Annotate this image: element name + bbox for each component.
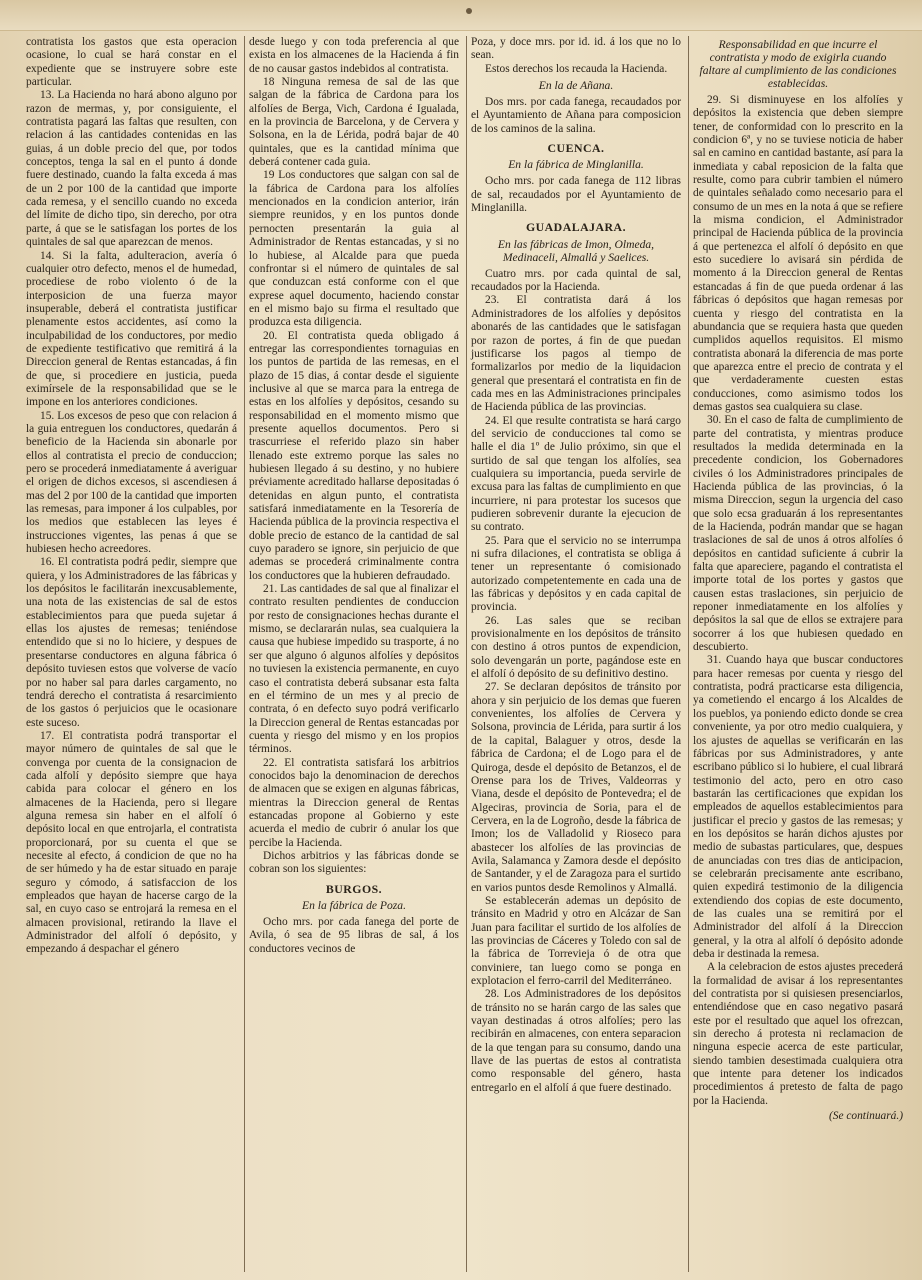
article-paragraph: 17. El contratista podrá transportar el mayor número de quintales de sal que le convenga por cuenta de la consignacion de cada alfolí y depósito siempre que haya cabida para colocar el género en los almacenes de la Hacienda, pero si llegare alguna remesa sin haber en el alfolí ó depósito local en que entrojarla, el contratista proporcionará, por su cuenta el que se necesite al efecto, á condicion de que no ha de ser húmedo y ha de estar situado en paraje seguro y cómodo, á satisfaccion de los empleados que hayan de hacerse cargo de la sal, en cuyo caso se entrojará la remesa en el almacen provisional, retirando la llave el Administrador del alfolí ó depósito, y empezando á despachar el género xyxy=(26,729,237,956)
column-4 xyxy=(688,36,910,1272)
column-2 xyxy=(244,36,466,1272)
article-paragraph: 23. El contratista dará á los Administradores de los alfolíes y depósitos abonarés de las cantidades que le satisfagan por razon de portes, á fin de que puedan justificarse los pagos al tiempo de formalizarlos por medio de la liquidacion general que presentará el contratista en fin de cada mes en las Administraciones principales de Hacienda pública de las provincias. xyxy=(471,294,681,414)
column-3 xyxy=(466,36,688,1272)
column-1 xyxy=(22,36,244,1272)
article-paragraph: Dichos arbitrios y las fábricas donde se cobran son los siguientes: xyxy=(249,849,459,876)
section-heading: CUENCA. xyxy=(547,141,605,156)
article-paragraph: 22. El contratista satisfará los arbitrios conocidos bajo la denominacion de derechos de almacen que se exigen en algunas fábricas, mientras la Direccion general de Rentas estancadas propone al Gobierno y este acuerda el medio de cubrir ó anular los que percibe la Hacienda. xyxy=(249,756,459,849)
article-paragraph: Se establecerán ademas un depósito de tránsito en Madrid y otro en Alcázar de San Juan para facilitar el surtido de los alfolíes de las provincias de Cáceres y Toledo con sal de la fábrica de Torrevieja ó de otra que conviniere, tan luego como se ponga en explotacion el ferro-carril del Mediterráneo. xyxy=(471,894,681,987)
article-paragraph: 15. Los excesos de peso que con relacion á la guia entreguen los conductores, quedarán á beneficio de la Hacienda sin abonarle por ellos al contratista el precio de conduccion; pero se procederá inmediatamente á averiguar el origen de dichos excesos, si ascendiesen á mas del 2 por 100 de la cantidad que importen las remesas, para imponer á los culpables, por los medios que establecen las leyes é instrucciones vigentes, las penas á que se hubiesen hecho acreedores. xyxy=(26,409,237,556)
subsection-heading: En las fábricas de Imon, Olmeda, Medinaceli, Almallá y Saelices. xyxy=(497,237,655,264)
page-fold xyxy=(0,0,922,31)
continuation-note: (Se continuará.) xyxy=(828,1110,903,1123)
article-paragraph: 25. Para que el servicio no se interrumpa ni sufra dilaciones, el contratista se obliga á tener un representante ó comisionado autorizado competentemente en cada una de las fábricas y depósitos y en cada capital de provincia. xyxy=(471,534,681,614)
article-paragraph: Poza, y doce mrs. por id. id. á los que no lo sean. xyxy=(471,36,681,62)
article-paragraph: Dos mrs. por cada fanega, recaudados por el Ayuntamiento de Añana para composicion de los caminos de la salina. xyxy=(471,96,681,135)
article-paragraph: 28. Los Administradores de los depósitos de tránsito no se harán cargo de las sales que vayan destinadas á otros alfolíes; pero las recibirán en almacenes, con entera separacion de la que tengan para su consumo, dando una llave de las puertas de estos al contratista como responsable del género, hasta entregarlo en el alfolí á que fuere destinado. xyxy=(471,988,681,1094)
article-paragraph: 20. El contratista queda obligado á entregar las correspondientes tornaguias en los puntos de partida de las remesas, en el plazo de 15 dias, á contar desde el siguiente inclusive al que se marca para la entrega de estas en los alfolíes y depósitos, cesando su responsabilidad en el momento mismo que presente aquellos documentos. Pero si trascurriese el referido plazo sin haber llenado este extremo porque las sales no hubiesen llegado á su destino, y no hubiere préviamente acreditado hallarse depositadas ó detenidas en algun punto, el contratista satisfará inmediatamente en la Tesorería de Hacienda pública de la provincia respectiva el doble precio de estanco de la cantidad de sal cuyo paradero se ignore, sin perjuicio de que ademas se procederá criminalmente contra los conductores que la hubieren defraudado. xyxy=(249,329,459,582)
article-paragraph: contratista los gastos que esta operacion ocasione, lo cual se hará constar en el expediente que se instruyere sobre este particular. xyxy=(26,36,237,89)
article-paragraph: 30. En el caso de falta de cumplimiento de parte del contratista, y mientras produce resultados la medida determinada en la precedente condicion, los Gobernadores civiles ó los Administradores principales de Hacienda pública de las provincias, ó la misma Direccion, segun la urgencia del caso que solo ecsa graduarán á los representantes de la Hacienda, podrán mandar que se hagan traslaciones de sal de unos á otros alfolíes ó depósitos en cantidad suficiente á cubrir la falta que apareciere, pagando el contratista el importe total de los portes y gastos que causen estas traslaciones, sin perjuicio de reponer inmediatamente en los alfolíes y depósitos la sal que de ellos se extrajere para socorrer á los que hubiesen quedado en descubierto. xyxy=(693,414,903,654)
article-paragraph: Ocho mrs. por cada fanega de 112 libras de sal, recaudados por el Ayuntamiento de Minglanilla. xyxy=(471,175,681,215)
fold-mark xyxy=(466,8,472,14)
article-paragraph: Ocho mrs. por cada fanega del porte de Avila, ó sea de 95 libras de sal, á los conductores vecinos de xyxy=(249,916,459,955)
subsection-heading: En la fábrica de Minglanilla. xyxy=(508,158,644,172)
article-paragraph: Cuatro mrs. por cada quintal de sal, recaudados por la Hacienda. xyxy=(471,267,681,294)
article-paragraph: 26. Las sales que se reciban provisionalmente en los depósitos de tránsito con destino á otros puntos de expendicion, solo devengarán un porte, pagándose este en el alfolí ó depósito de su definitivo destino. xyxy=(471,614,681,681)
section-heading: GUADALAJARA. xyxy=(525,220,627,235)
article-paragraph: 19 Los conductores que salgan con sal de la fábrica de Cardona para los alfolíes mencionados en la condicion anterior, irán siempre reunidos, y en los puntos donde pernocten presentarán la guia al Administrador de Rentas estancadas, y si no lo hubiese, al Alcalde para que pueda confrontar si el número de quintales de sal que conduzcan está conforme con el que exprese aquel documento, haciendo constar en el mismo bajo su firma el resultado que produzca esta diligencia. xyxy=(249,169,459,329)
article-paragraph: 18 Ninguna remesa de sal de las que salgan de la fábrica de Cardona para los alfolíes de Berga, Vich, Cardona é Igualada, en la provincia de Barcelona, y de Cervera y Solsona, en la de Lérida, podrá bajar de 40 quintales, que es la cantidad mínima que deberá contener cada guia. xyxy=(249,76,459,169)
article-paragraph: 14. Si la falta, adulteracion, avería ó cualquier otro defecto, menos el de humedad, procediese de robo violento ó de la interposicion de una fuerza mayor insuperable, deberá el contratista justificar plenamente estos accidentes, así como la inculpabilidad de los conductores, por medio de expediente testificativo que remitirá á la Direccion general de Rentas estancadas, á fin de que, si procediere en justicia, pueda eximírsele de la responsabilidad que se le impone en los anteriores condiciones. xyxy=(26,249,237,409)
article-paragraph: 27. Se declaran depósitos de tránsito por ahora y sin perjuicio de los demas que fueren convenientes, los alfolíes de Cervera y Solsona, provincia de Lérida, para surtir á los de la capital, Balaguer y otros, desde la fábrica de Cardona; el de Logo para el de Quiroga, desde el depósito de Betanzos, el de Orense para los de Trives, Valdeorras y Viana, desde el depósito de Pontevedra; el de Algeciras, provincia de Soria, para el de Cervera, en la de Logroño, desde la fábrica de Imon; los de Valladolid y Rioseco para abastecer los alfolíes de las provincias de Avila, Salamanca y Zamora desde el depósito de Santander, y el de Zaragoza para el surtido en varios puntos desde Remolinos y Almallá. xyxy=(471,681,681,894)
article-paragraph: desde luego y con toda preferencia al que exista en los almacenes de la Hacienda á fin de no causar gastos indebidos al contratista. xyxy=(249,36,459,75)
subsection-heading: En la de Añana. xyxy=(538,79,614,93)
article-paragraph: 21. Las cantidades de sal que al finalizar el contrato resulten pendientes de conduccion por resto de consignaciones hechas durante el mismo, se declararán nulas, sea cualquiera la causa que hubiese impedido su trasporte, á no ser que alguno ó algunos alfolíes y depósitos no tuviesen la existencia permanente, en cuyo caso el contratista deberá subsanar esta falta en el término de un mes y al precio de contrata, ó en defecto suyo podrá verificarlo la Direccion general de Rentas estancadas por cuenta y riesgo del mismo y en los propios términos. xyxy=(249,583,459,756)
section-heading: BURGOS. xyxy=(325,881,383,896)
subsection-heading: En la fábrica de Poza. xyxy=(301,899,406,912)
article-paragraph: Estos derechos los recauda la Hacienda. xyxy=(485,62,668,75)
article-paragraph: 13. La Hacienda no hará abono alguno por razon de mermas, y, por consiguiente, el contratista pagará las faltas que resulten, con relacion á las cantidades contenidas en las guias, á un doble precio del que, por todos conceptos, tenga la sal en el punto á donde fuere destinado, cuando la falta exceda á mas de un 2 por 100 de la cantidad que importe cada remesa, y el sencillo cuando no exceda del límite de dicho tipo, sin derecho, por otra parte, á que se le satisfagan los portes de los quintales de sal que aparezcan de menos. xyxy=(26,89,237,249)
columns xyxy=(22,36,912,1272)
article-paragraph: A la celebracion de estos ajustes precederá la formalidad de avisar á los representantes del contratista por si quisiesen presenciarlos, entendiéndose que en caso negativo pasará este por el resultado que aquel los ofrezcan, sin derecho á protesta ni reclamacion de ninguna especie acerca de este particular, siendo tambien desestimada cualquiera otra que intente para detener los indicados procedimientos á pretesto de falta de pago por la Hacienda. xyxy=(693,961,903,1107)
article-paragraph: 24. El que resulte contratista se hará cargo del servicio de conducciones tal como se halle el dia 1º de Julio próximo, sin que el surtido de sal que tengan los alfolíes, sea cualquiera su importancia, pueda servirle de excusa para las faltas de cumplimiento en que incurriere, ni para protestar los sucesos que pudieren sobrevenir durante la ejecucion de su contrato. xyxy=(471,414,681,534)
subsection-heading: Responsabilidad en que incurre el contratista y modo de exigirla cuando faltare al cumplimiento de las condiciones establecidas. xyxy=(699,38,897,90)
article-paragraph: 29. Si disminuyese en los alfolíes y depósitos la existencia que deben siempre tener, de conformidad con lo prescrito en la condicion 6ª, y no se tuviese noticia de haber sal en camino en cantidad bastante, así para la inmediata y cabal reposicion de la falta que resulte, como para cubrir tambien el número de quintales señalado como necesario para el consumo de un mes en la nota á que se refiere la misma condicion, el Administrador principal de Hacienda pública de la provincia á que pertenezca el alfolí ó depósito en que esto sucediere lo avisará sin pérdida de momento á la Direccion general de Rentas estancadas á fin de que pueda ordenar á las fábricas ó depósitos que hagan remesas por cuenta y riesgo del contratista en la abundancia que se requiera hasta que queden cumplidos aquellos requisitos. El mismo contratista abonará la diferencia de mas porte que aparezca entre el precio de contrata y el que verdaderamente cuesten estas conducciones, como asimismo todos los demas gastos sea cualquiera su clase. xyxy=(693,94,903,413)
article-paragraph: 31. Cuando haya que buscar conductores para hacer remesas por cuenta y riesgo del contratista, podrá practicarse esta diligencia, ya cometiendo el encargo á los Alcaldes de los pueblos, ya poniendo edicto donde se crea conveniente, ya por otro medio cualquiera, y los ajustes de aquellas se verificarán en las fábricas por sus Administradores, y ante escribano público si lo hubiere, el cual librará testimonio del acto, pero en otro caso bastarán las certificaciones que expidan los empleados de aquellos establecimientos para justificar el precio y gastos de las remesas; y en los depósitos se harán dichos ajustes por medio de subastas particulares, que, despues de anunciadas con tres dias de anticipacion, se celebrarán precisamente ante escribano, quien expedirá testimonio de la diligencia extendiendo dos copias de este documento, de las cuales una se remitirá por el Administrador del alfolí á la Direccion general, y la otra al alfolí ó depósito adonde deba ir destinada la remesa. xyxy=(693,654,903,960)
article-paragraph: 16. El contratista podrá pedir, siempre que quiera, y los Administradores de las fábricas y los depósitos le facilitarán inexcusablemente, una nota de las existencias de sal de estos establecimientos para que pueda sujetar á ellas los ajustes de remesas; teniéndose entendido que si no lo hiciere, y despues de presentarse conductores en alguna fábrica ó depósito tuviesen estos que volverse de vacío por no haber sal para darles cargamento, no tendrá derecho el contratista á resarcimiento de los gastos ó perjuicios que le ocasionare este suceso. xyxy=(26,556,237,729)
